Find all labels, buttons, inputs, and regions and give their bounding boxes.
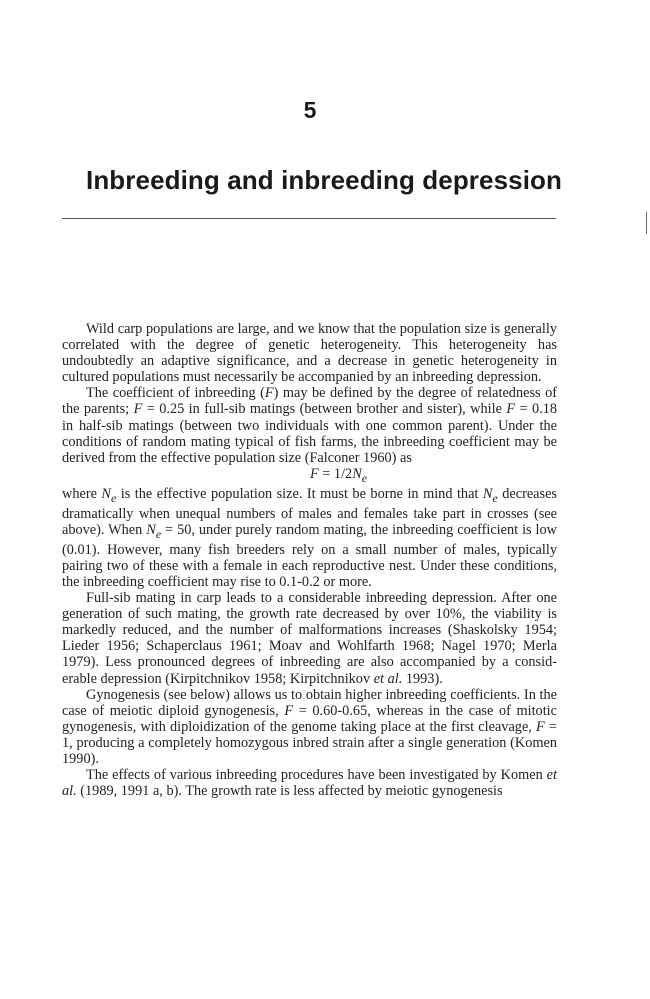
chapter-body — [62, 321, 557, 799]
margin-mark — [646, 212, 647, 234]
formula: $F = 1/2N_e$ — [309, 465, 368, 485]
paragraph: Gynogenesis (see below) allows us to obtain higher inbreeding coefficients. In the case of meiotic diploid gynogenesis, F = 0.60-0.65, whereas in the case of mitotic gynogenesis, with diploidization of the genome taking place at the first cleavage, F = 1, producing a completely homozygous inbred strain after a single generation (Komen 1990). — [62, 686, 557, 768]
chapter-number: 5 — [303, 97, 317, 123]
paragraph: Wild carp populations are large, and we know that the population size is generally correlated with the degree of genetic heterogeneity. This heterogeneity has undoubtedly an adaptive significance, and a decrease in genetic heterogeneity in cultured populations must necessarily be accompanied by an inbreeding depression. — [62, 321, 557, 386]
paragraph: Full-sib mating in carp leads to a considerable inbreeding depression. After one generation of such mating, the growth rate decreased by over 10%, the viability is markedly reduced, and the number of malformations increases (Shaskolsky 1954; Lieder 1956; Schaperclaus 1961; Moav and Wohlfarth 1968; Nagel 1970; Merla 1979). Less pronounced degrees of inbreeding are also accompanied by a considerable depression (Kirpitchnikov 1958; Kirpitchnikov et al. 1993). — [62, 590, 557, 687]
chapter-title: Inbreeding and inbreeding depression — [86, 165, 562, 195]
title-divider — [62, 218, 556, 219]
paragraph: The effects of various inbreeding procedures have been investigated by Komen et al. (1989, 1991 a, b). The growth rate is less affected by meiotic gynogenesis — [62, 767, 557, 800]
paragraph: The coefficient of inbreeding (F) may be defined by the degree of relatedness of the parents; F = 0.25 in full-sib matings (between brother and sister), while F = 0.18 in half-sib matings (between two individuals with one common parent). Under the conditions of random mating typical of fish farms, the inbreeding coefficient may be derived from the effective population size (Falconer 1960) as — [62, 385, 558, 466]
paragraph: where $N_e$ is the effective population size. It must be borne in mind that $N_e$ decreases dramatically when unequal numbers of males and females take part in crosses (see above). When $N_e = 50$, under purely random mating, the inbreeding coefficient is low (0.01). However, many fish breeders rely on a small number of males, typically pairing two of these with a female in each reproductive nest. Under these conditions, the inbreeding coefficient may rise to 0.1-0.2 or more. — [62, 485, 558, 590]
